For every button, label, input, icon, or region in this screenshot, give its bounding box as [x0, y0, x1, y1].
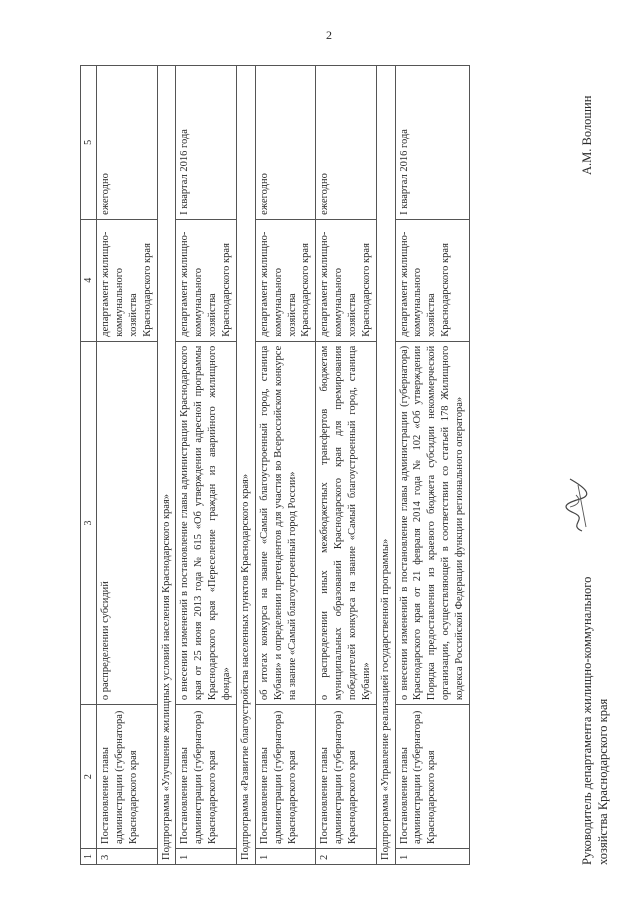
subprogram-title: Подпрограмма «Управление реализацией государственной программы» [376, 66, 395, 865]
subject-cell: о распределении субсидий [97, 341, 157, 704]
signatory-name: А.М. Волошин [580, 95, 594, 175]
deadline-cell: ежегодно [97, 66, 157, 220]
page-number: 2 [326, 28, 332, 42]
row-number-cell: 3 [97, 849, 157, 865]
row-number-cell: 2 [316, 849, 376, 865]
deadline-cell: ежегодно [316, 66, 376, 220]
table-row [255, 66, 315, 865]
subprogram-title: Подпрограмма «Развитие благоустройства населенных пунктов Краснодарского края» [236, 66, 255, 865]
responsible-department-cell: департамент жилищно-коммунального хозяйства Краснодарского края [395, 219, 469, 341]
deadline-cell: I квартал 2016 года [395, 66, 469, 220]
document-type-cell: Постановление главы администрации (губернатора) Краснодарского края [255, 705, 315, 849]
subject-cell: о внесении изменений в постановление главы администрации Краснодарского края от 25 июня 2013 года № 615 «Об утверждении адресной программы Краснодарского края «Переселение граждан из аварийного жилищного фонда» [176, 341, 236, 704]
subprogram-section-row [236, 66, 255, 865]
responsible-department-cell: департамент жилищно-коммунального хозяйства Краснодарского края [316, 219, 376, 341]
table-row [97, 66, 157, 865]
table-row [395, 66, 469, 865]
table-header-row [81, 66, 97, 865]
column-number-header: 3 [81, 341, 97, 704]
subprogram-title: Подпрограмма «Улучшение жилищных условий населения Краснодарского края» [157, 66, 176, 865]
responsible-department-cell: департамент жилищно-коммунального хозяйства Краснодарского края [176, 219, 236, 341]
responsible-department-cell: департамент жилищно-коммунального хозяйства Краснодарского края [97, 219, 157, 341]
subject-cell: о внесении изменений в постановление главы администрации (губернатора) Краснодарского края от 21 февраля 2014 года № 102 «Об утверждении Порядка предоставления из краевого бюджета субсидии некоммерческой организации, осуществляющей в соответствии со статьей 178 Жилищного кодекса Российской Федерации функции регионального оператора» [395, 341, 469, 704]
document-type-cell: Постановление главы администрации (губернатора) Краснодарского края [316, 705, 376, 849]
column-number-header: 1 [81, 849, 97, 865]
handwritten-signature [558, 475, 594, 535]
subject-cell: об итогах конкурса на звание «Самый благоустроенный город, станица Кубани» и определении претендентов для участия во Всероссийском конкурсе на звание «Самый благоустроенный город России» [255, 341, 315, 704]
responsible-department-cell: департамент жилищно-коммунального хозяйства Краснодарского края [255, 219, 315, 341]
column-number-header: 2 [81, 705, 97, 849]
subject-cell: о распределении иных межбюджетных трансфертов бюджетам муниципальных образований Краснодарского края для премирования победителей конкурса на звание «Самый благоустроенный город, станица Кубани» [316, 341, 376, 704]
rotated-page [80, 65, 640, 865]
document-type-cell: Постановление главы администрации (губернатора) Краснодарского края [97, 705, 157, 849]
subprogram-section-row [376, 66, 395, 865]
subprogram-section-row [157, 66, 176, 865]
row-number-cell: 1 [176, 849, 236, 865]
signature-position-text: Руководитель департамента жилищно-коммунального хозяйства Краснодарского края [580, 576, 610, 865]
column-number-header: 5 [81, 66, 97, 220]
document-type-cell: Постановление главы администрации (губернатора) Краснодарского края [176, 705, 236, 849]
row-number-cell: 1 [255, 849, 315, 865]
row-number-cell: 1 [395, 849, 469, 865]
deadline-cell: ежегодно [255, 66, 315, 220]
column-number-header: 4 [81, 219, 97, 341]
table-row [316, 66, 376, 865]
table-row [176, 66, 236, 865]
document-type-cell: Постановление главы администрации (губернатора) Краснодарского края [395, 705, 469, 849]
plan-table [80, 65, 470, 865]
deadline-cell: I квартал 2016 года [176, 66, 236, 220]
